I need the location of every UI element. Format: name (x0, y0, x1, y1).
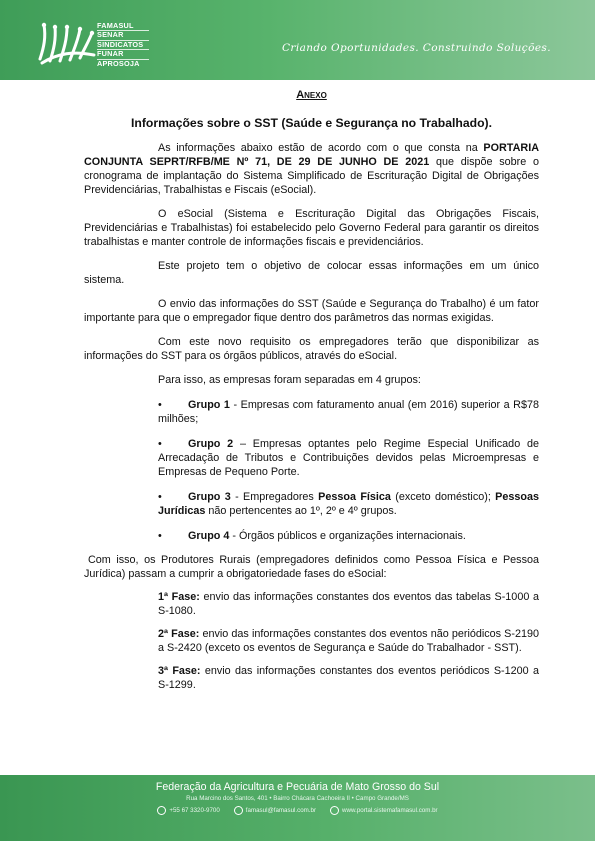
list-item (158, 398, 539, 426)
group-label: Grupo 4 (188, 530, 230, 542)
document-body (84, 84, 539, 692)
annex-heading: Anexo (296, 89, 327, 101)
paragraph-requirement: Com este novo requisito os empregadores terão que disponibilizar as informações do SST para os órgãos públicos, através do eSocial. (84, 336, 539, 362)
group-text: – Empresas optantes pelo Regime Especial Unificado de Arrecadação de Tributos e Contribuições devidos pelas Microempresas e Empresas de Pequeno Porte. (158, 438, 539, 478)
logo-line: SENAR (97, 31, 149, 40)
paragraph-esocial: O eSocial (Sistema e Escrituração Digital das Obrigações Fiscais, Previdenciárias e Trabalhistas) foi estabelecido pelo Governo Federal para garantir os direitos trabalhistas e manter controle de informações fiscais e previdenciários. (84, 208, 539, 248)
phone-icon (157, 806, 166, 815)
footer-contacts (0, 806, 595, 815)
list-item (158, 529, 539, 543)
footer-email[interactable] (234, 806, 316, 815)
phase-item (158, 627, 539, 655)
phase-item (158, 664, 539, 692)
email-text[interactable]: famasul@famasul.com.br (245, 807, 317, 815)
famasul-logo-icon (34, 19, 96, 65)
paragraph-sst: O envio das informações do SST (Saúde e Segurança do Trabalho) é um fator importante para que o empregador fique dentro dos parâmetros das normas exigidas. (84, 298, 539, 324)
header-slogan: Criando Oportunidades. Construindo Soluções. (282, 42, 551, 54)
logo-line: APROSOJA (97, 58, 140, 68)
phase-text: envio das informações constantes dos eventos das tabelas S-1000 a S-1080. (158, 591, 539, 617)
site-text[interactable]: www.portal.sistemafamasul.com.br (342, 807, 438, 815)
phase-text: envio das informações constantes dos eventos não periódicos S-2190 a S-2420 (exceto os eventos de Segurança e Saúde do Trabalhador - SST). (158, 628, 539, 654)
group-text: (exceto doméstico); (390, 491, 496, 503)
page-footer (0, 775, 595, 841)
list-item (158, 437, 539, 479)
list-item (158, 490, 539, 518)
paragraph-bold: PORTARIA CONJUNTA SEPRT/RFB/ME Nº 71, DE 29 DE JUNHO DE 2021 (84, 142, 539, 168)
paragraph-project: Este projeto tem o objetivo de colocar essas informações em um único sistema. (84, 260, 539, 286)
page-header (0, 0, 595, 80)
group-text: - Empregadores (230, 491, 319, 503)
footer-phone (157, 806, 219, 815)
group-text: - Empresas com faturamento anual (em 2016) superior a R$78 milhões; (158, 399, 539, 425)
phase-label: 1ª Fase: (158, 591, 200, 603)
paragraph-groups-intro: Para isso, as empresas foram separadas em 4 grupos: (158, 374, 421, 386)
group-text: - Órgãos públicos e organizações internacionais. (229, 530, 466, 542)
bullet-icon: • (158, 399, 162, 411)
logo-line: FUNAR (97, 50, 149, 59)
paragraph-text: As informações abaixo estão de acordo com o que consta na (158, 142, 484, 154)
globe-icon (330, 806, 339, 815)
group-label: Grupo 3 (188, 491, 231, 503)
bullet-icon: • (158, 438, 162, 450)
logo-line: FAMASUL (97, 22, 149, 31)
bullet-icon: • (158, 530, 162, 542)
phase-label: 2ª Fase: (158, 628, 200, 640)
document-subtitle: Informações sobre o SST (Saúde e Segurança no Trabalhado). (131, 116, 492, 130)
footer-address: Rua Marcino dos Santos, 401 • Bairro Chácara Cachoeira II • Campo Grande/MS (186, 795, 409, 802)
group-label: Grupo 1 (188, 399, 230, 411)
phase-label: 3ª Fase: (158, 665, 201, 677)
group-label: Grupo 2 (188, 438, 234, 450)
phase-item (158, 590, 539, 618)
paragraph-text: que dispõe sobre o cronograma de implantação do Sistema Simplificado de Escrituração Digital de Obrigações Previdenciárias, Trabalhistas e Fiscais (eSocial). (84, 156, 540, 196)
group-text: não pertencentes ao 1º, 2º e 4º grupos. (205, 505, 397, 517)
footer-site[interactable] (330, 806, 438, 815)
footer-title: Federação da Agricultura e Pecuária de Mato Grosso do Sul (155, 781, 440, 793)
logo-text-block (97, 22, 149, 68)
phase-text: envio das informações constantes dos eventos periódicos S-1200 a S-1299. (158, 665, 539, 691)
paragraph-intro (84, 141, 539, 197)
group-bold: Pessoa Física (318, 491, 391, 503)
phone-text: +55 67 3320-9700 (169, 807, 220, 815)
email-icon (234, 806, 243, 815)
paragraph-rural-producers: Com isso, os Produtores Rurais (empregadores definidos como Pessoa Física e Pessoa Jurídica) passam a cumprir a obrigatoriedade fases do eSocial: (84, 554, 539, 580)
group-bold: Pessoas Jurídicas (158, 491, 539, 517)
logo-line: SINDICATOS (97, 41, 149, 50)
bullet-icon: • (158, 491, 162, 503)
groups-list (158, 398, 539, 543)
